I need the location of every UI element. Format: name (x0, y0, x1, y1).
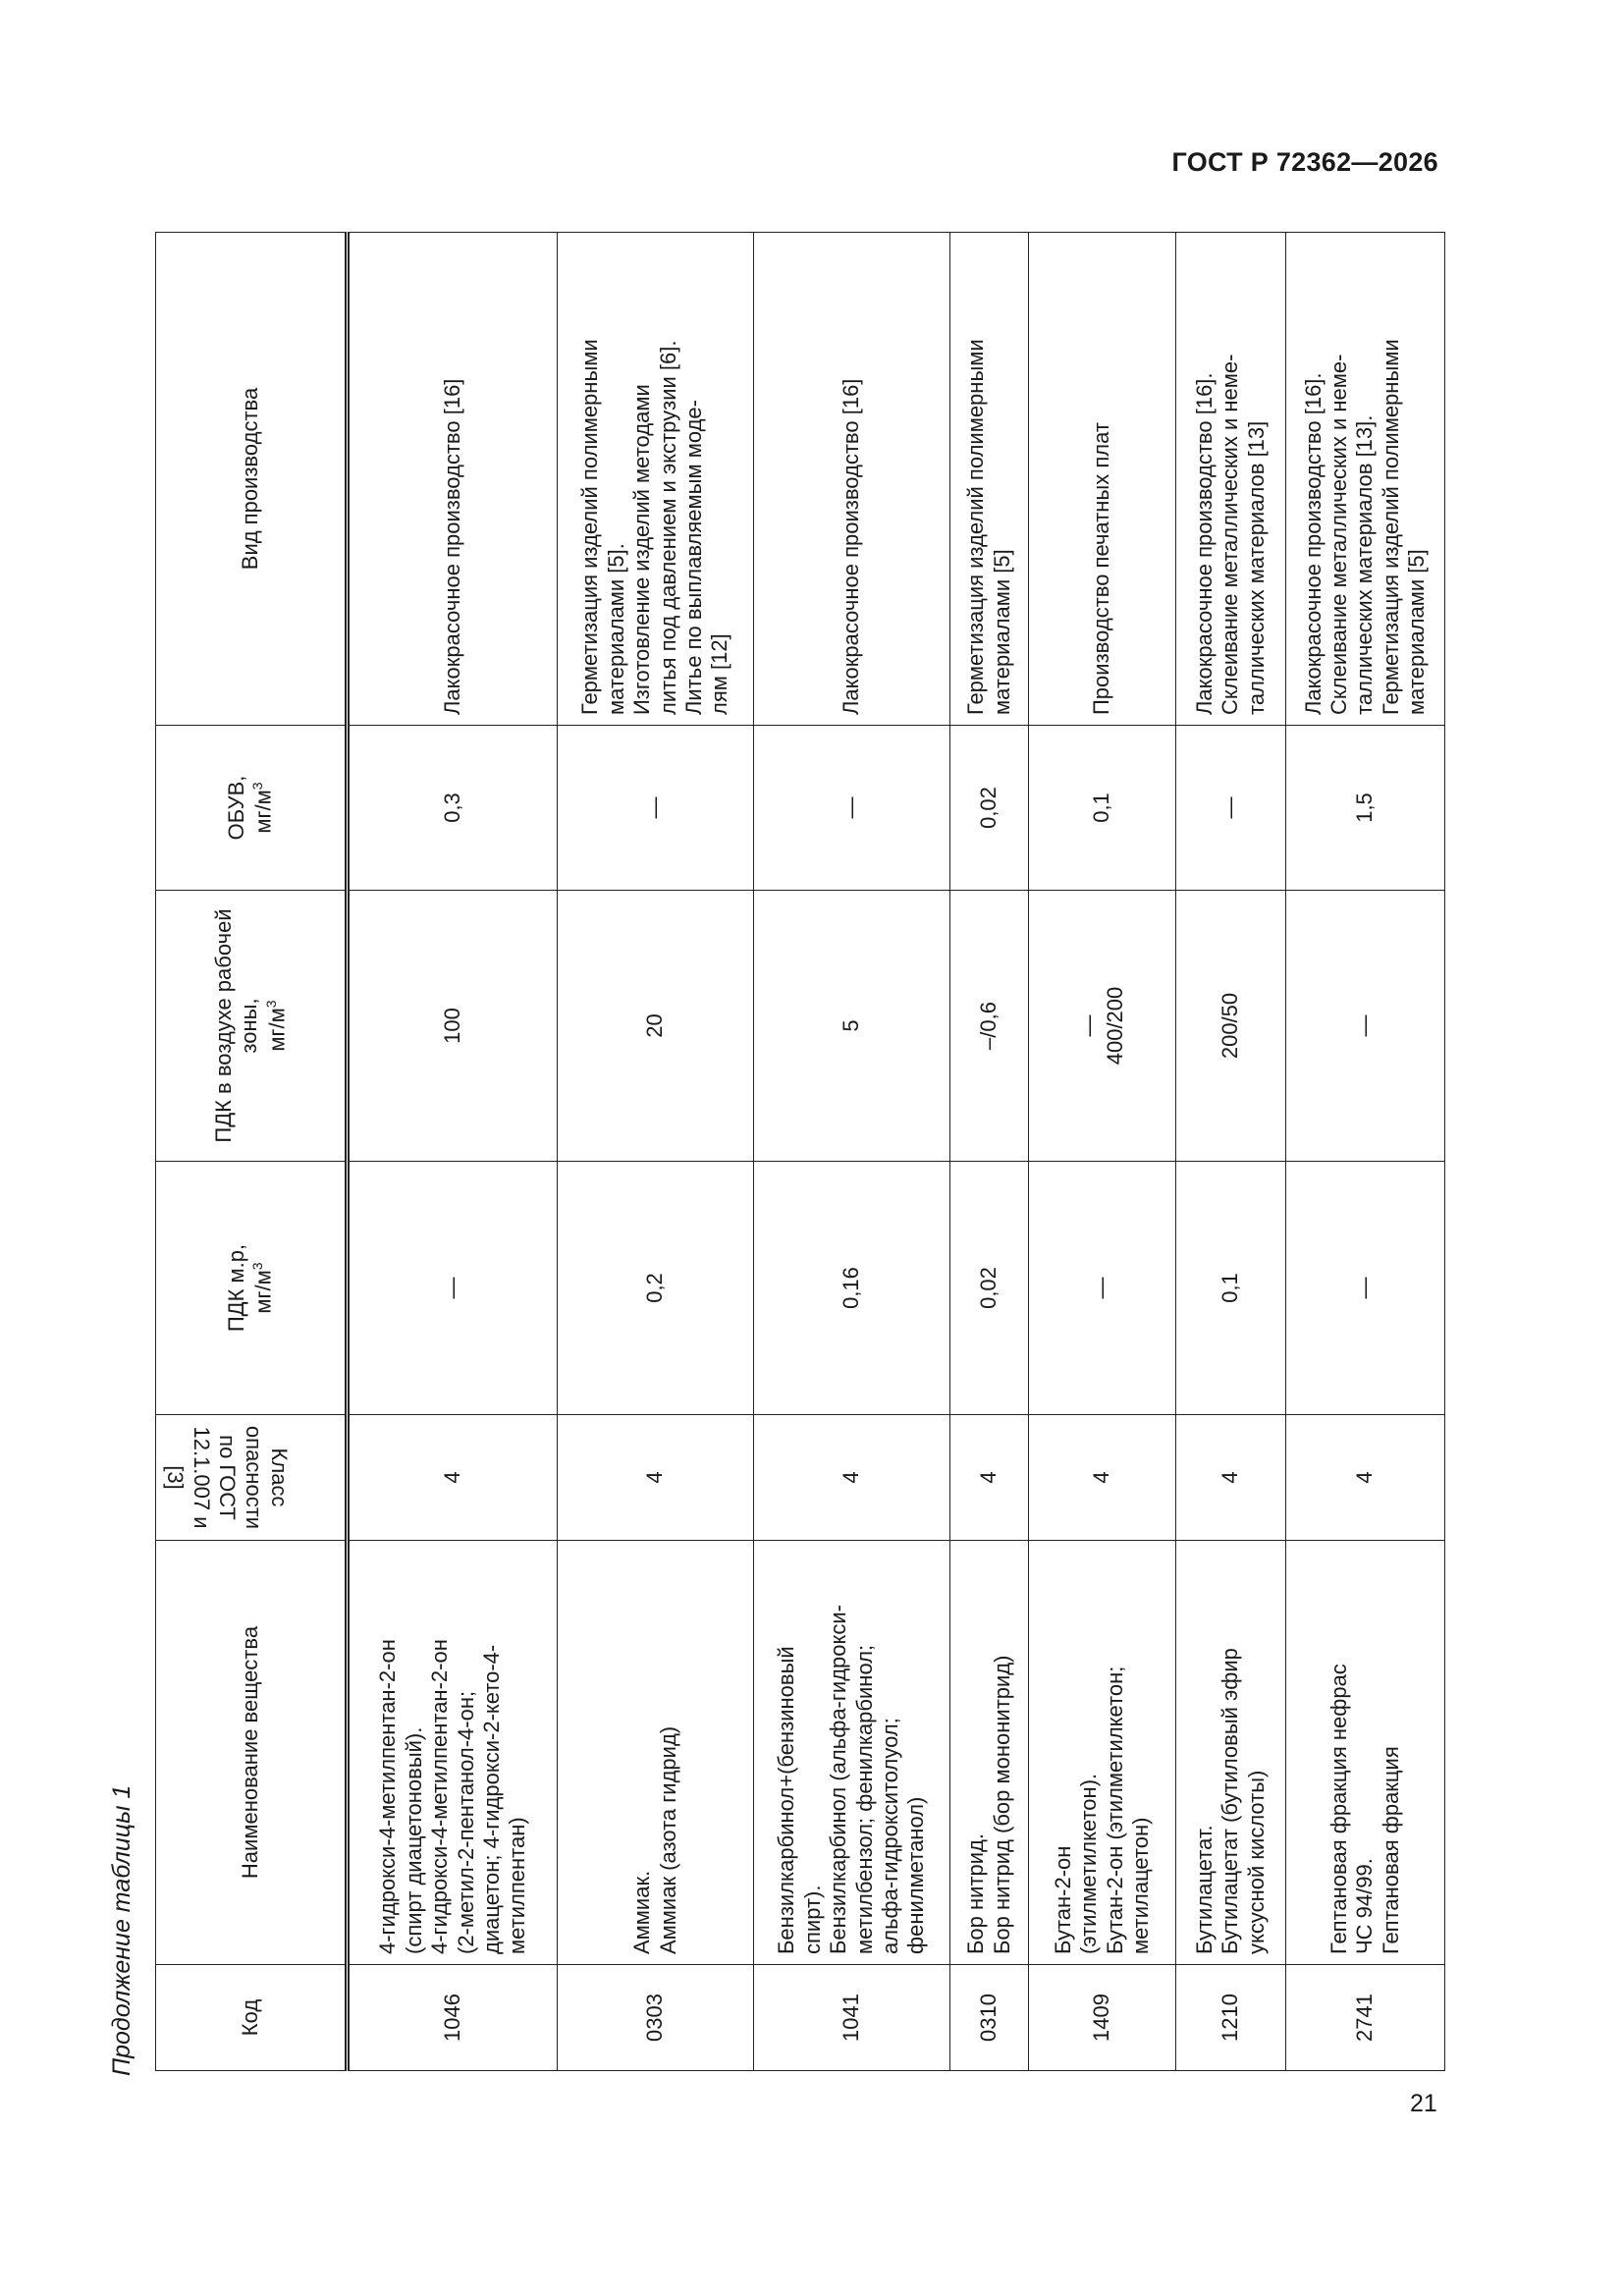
cell-obuv: 1,5 (1286, 726, 1445, 891)
cell-name: Аммиак. Аммиак (азота гидрид) (558, 1541, 754, 1965)
cell-pdk-mr: 0,1 (1176, 1162, 1286, 1415)
cell-code: 1210 (1176, 1965, 1286, 2071)
cell-pdk-mr: — (348, 1162, 558, 1415)
header-class: Класс опасности по ГОСТ 12.1.007 и [3] (156, 1415, 348, 1541)
cell-pdk-mr: 0,16 (754, 1162, 950, 1415)
cell-pdk-work-zone: –/0,6 (950, 891, 1029, 1162)
header-production: Вид производства (156, 233, 348, 726)
cell-obuv: 0,02 (950, 726, 1029, 891)
header-obuv: ОБУВ, $мг/м^3$ (156, 726, 348, 891)
cell-pdk-work-zone: 20 (558, 891, 754, 1162)
cell-class: 4 (558, 1415, 754, 1541)
cell-production: Лакокрасочное производство [16] (348, 233, 558, 726)
cell-class: 4 (1176, 1415, 1286, 1541)
cell-obuv: 0,1 (1029, 726, 1176, 891)
cell-class: 4 (754, 1415, 950, 1541)
cell-class: 4 (1286, 1415, 1445, 1541)
cell-obuv: — (754, 726, 950, 891)
cell-pdk-work-zone: — 400/200 (1029, 891, 1176, 1162)
cell-pdk-mr: 0,02 (950, 1162, 1029, 1415)
header-name: Наименование вещества (156, 1541, 348, 1965)
cell-production: Лакокрасочное производство [16]. Склеивание металлических и неме- таллических материалов [13]. Герметизация изделий полимерными материалами [5] (1286, 233, 1445, 726)
cell-name: 4-гидрокси-4-метилпентан-2-он (спирт диацетоновый). 4-гидрокси-4-метилпентан-2-он (2-метил-2-пентанол-4-он; диацетон; 4-гидрокси-2-кето-4- метилпентан) (348, 1541, 558, 1965)
cell-production: Лакокрасочное производство [16] (754, 233, 950, 726)
table-row (348, 233, 558, 2071)
cell-class: 4 (950, 1415, 1029, 1541)
page-number: 21 (1410, 2090, 1437, 2117)
cell-production: Герметизация изделий полимерными материалами [5] (950, 233, 1029, 726)
table-caption: Продолжение таблицы 1 (108, 1784, 135, 2076)
table-header-row (156, 233, 348, 2071)
table-row (558, 233, 754, 2071)
table-row (1029, 233, 1176, 2071)
cell-production: Лакокрасочное производство [16]. Склеивание металлических и неме- таллических материалов [13] (1176, 233, 1286, 726)
cell-class: 4 (1029, 1415, 1176, 1541)
table-row (950, 233, 1029, 2071)
cell-class: 4 (348, 1415, 558, 1541)
table-row (1286, 233, 1445, 2071)
cell-pdk-work-zone: 200/50 (1176, 891, 1286, 1162)
cell-obuv: — (558, 726, 754, 891)
cell-code: 1041 (754, 1965, 950, 2071)
cell-code: 0303 (558, 1965, 754, 2071)
document-id: ГОСТ Р 72362—2026 (1171, 147, 1438, 177)
cell-code: 0310 (950, 1965, 1029, 2071)
cell-name: Бор нитрид. Бор нитрид (бор мононитрид) (950, 1541, 1029, 1965)
cell-code: 1409 (1029, 1965, 1176, 2071)
cell-pdk-mr: — (1029, 1162, 1176, 1415)
cell-code: 1046 (348, 1965, 558, 2071)
table-row (754, 233, 950, 2071)
cell-production: Герметизация изделий полимерными материалами [5]. Изготовление изделий методами литья под давлением и экструзии [6]. Литье по выплавляемым моде- лям [12] (558, 233, 754, 726)
header-code: Код (156, 1965, 348, 2071)
cell-pdk-work-zone: — (1286, 891, 1445, 1162)
table-row (1176, 233, 1286, 2071)
cell-code: 2741 (1286, 1965, 1445, 2071)
cell-pdk-mr: 0,2 (558, 1162, 754, 1415)
header-pdk-mr: ПДК м.р, $мг/м^3$ (156, 1162, 348, 1415)
header-pdk-work-zone: ПДК в воздухе рабочей зоны, $мг/м^3$ (156, 891, 348, 1162)
cell-obuv: 0,3 (348, 726, 558, 891)
cell-pdk-mr: — (1286, 1162, 1445, 1415)
cell-pdk-work-zone: 100 (348, 891, 558, 1162)
cell-obuv: — (1176, 726, 1286, 891)
substances-table (155, 232, 1445, 2071)
cell-name: Бензилкарбинол+(бензиновый спирт). Бензилкарбинол (альфа-гидрокси- метилбензол; фенилкарбинол; альфа-гидрокситолуол; фенилметанол) (754, 1541, 950, 1965)
rotated-table (155, 233, 1430, 2071)
cell-name: Бутан-2-он (этилметилкетон). Бутан-2-он (этилметилкетон; метилацетон) (1029, 1541, 1176, 1965)
cell-name: Бутилацетат. Бутилацетат (бутиловый эфир уксусной кислоты) (1176, 1541, 1286, 1965)
cell-name: Гептановая фракция нефрас ЧС 94/99. Гептановая фракция (1286, 1541, 1445, 1965)
cell-production: Производство печатных плат (1029, 233, 1176, 726)
cell-pdk-work-zone: 5 (754, 891, 950, 1162)
